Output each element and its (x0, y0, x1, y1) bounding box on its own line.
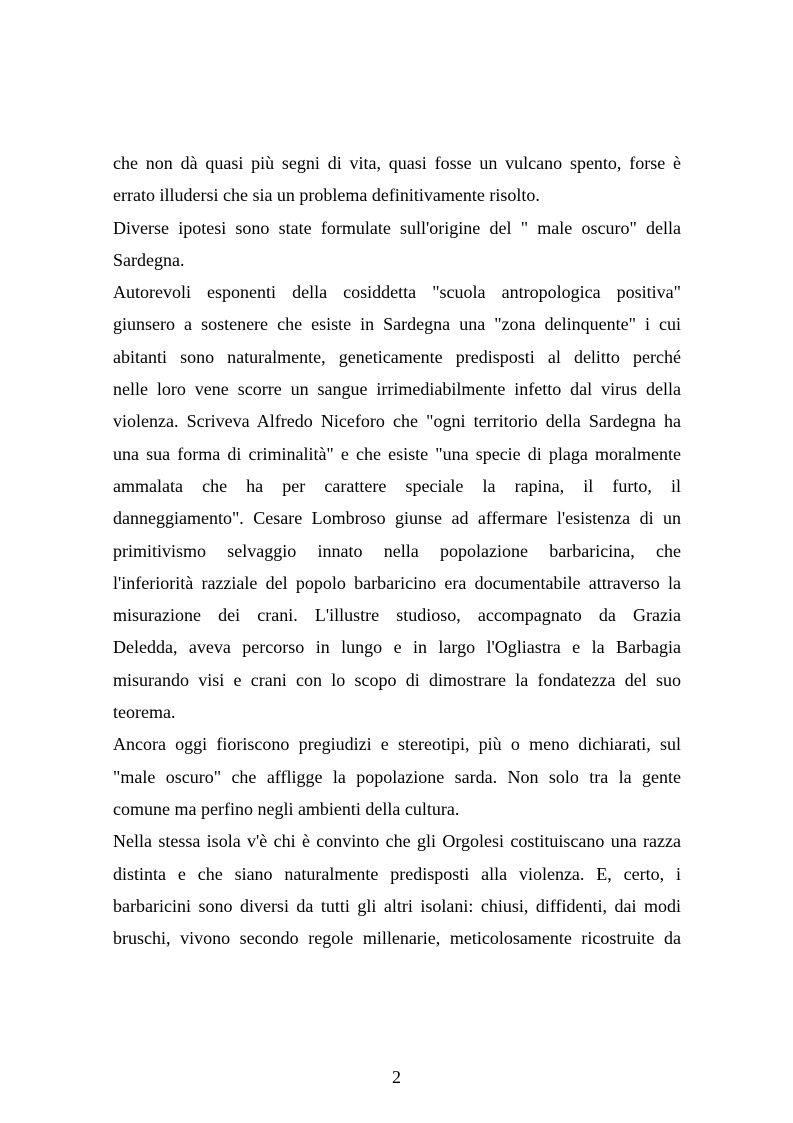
text-line: Ancora oggi fioriscono pregiudizi e stereotipi, più o meno dichiarati, sul (113, 734, 681, 755)
text-line: teorema. (113, 702, 176, 723)
text-line: errato illudersi che sia un problema definitivamente risolto. (113, 185, 540, 206)
text-line: distinta e che siano naturalmente predisposti alla violenza. E, certo, i (113, 863, 681, 884)
text-line: misurazione dei crani. L'illustre studioso, accompagnato da Grazia (113, 605, 681, 626)
text-line: barbaricini sono diversi da tutti gli altri isolani: chiusi, diffidenti, dai modi (113, 895, 681, 916)
text-line: danneggiamento". Cesare Lombroso giunse ad affermare l'esistenza di un (113, 508, 681, 529)
text-line: ammalata che ha per carattere speciale la rapina, il furto, il (113, 475, 681, 496)
text-line: misurando visi e crani con lo scopo di dimostrare la fondatezza del suo (113, 669, 681, 690)
text-line: abitanti sono naturalmente, geneticamente predisposti al delitto perché (113, 346, 681, 367)
text-line: giunsero a sostenere che esiste in Sardegna una "zona delinquente" i cui (113, 314, 681, 335)
paragraph (113, 276, 681, 728)
text-line: Nella stessa isola v'è chi è convinto che gli Orgolesi costituiscano una razza (113, 831, 681, 852)
paragraph (113, 825, 681, 954)
paragraph (113, 728, 681, 825)
text-line: bruschi, vivono secondo regole millenarie, meticolosamente ricostruite da (113, 928, 681, 949)
text-line: violenza. Scriveva Alfredo Niceforo che "ogni territorio della Sardegna ha (113, 411, 681, 432)
text-line: Diverse ipotesi sono state formulate sull'origine del " male oscuro" della (113, 217, 681, 238)
text-line: Deledda, aveva percorso in lungo e in largo l'Ogliastra e la Barbagia (113, 637, 681, 658)
paragraph (113, 212, 681, 277)
text-line: Autorevoli esponenti della cosiddetta "scuola antropologica positiva" (113, 282, 681, 303)
text-line: una sua forma di criminalità" e che esiste "una specie di plaga moralmente (113, 443, 681, 464)
text-line: comune ma perfino negli ambienti della cultura. (113, 798, 460, 819)
text-line: che non dà quasi più segni di vita, quasi fosse un vulcano spento, forse è (113, 153, 681, 173)
text-line: Sardegna. (113, 249, 185, 270)
text-line: "male oscuro" che affligge la popolazione sarda. Non solo tra la gente (113, 766, 681, 787)
body-text (113, 147, 681, 954)
text-line: nelle loro vene scorre un sangue irrimediabilmente infetto dal virus della (113, 379, 681, 400)
text-line: primitivismo selvaggio innato nella popolazione barbaricina, che (113, 540, 681, 561)
text-line: l'inferiorità razziale del popolo barbaricino era documentabile attraverso la (113, 572, 681, 593)
page-number: 2 (392, 1067, 401, 1087)
paragraph (113, 147, 681, 212)
